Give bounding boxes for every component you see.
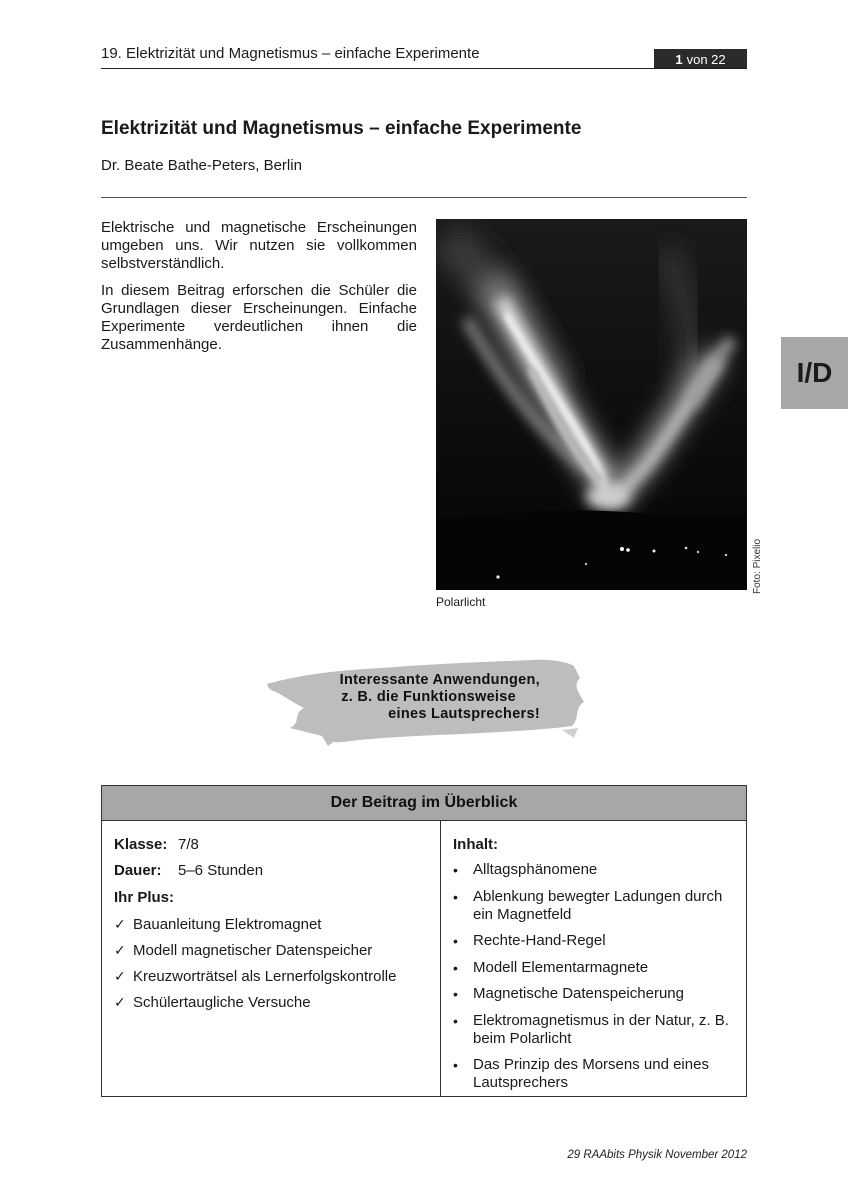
bullet-icon: • bbox=[453, 888, 458, 905]
plus-item bbox=[114, 994, 434, 1020]
inhalt-item-text: Das Prinzip des Morsens und eines Lautsprechers bbox=[473, 1056, 709, 1091]
plus-item-text: Bauanleitung Elektromagnet bbox=[133, 916, 322, 933]
plus-item-text: Modell magnetischer Datenspeicher bbox=[133, 942, 373, 959]
inhalt-item-text: Magnetische Datenspeicherung bbox=[473, 985, 684, 1002]
inhalt-item bbox=[453, 985, 738, 1003]
footer-citation: 29 RAAbits Physik November 2012 bbox=[567, 1149, 747, 1161]
title-rule bbox=[101, 197, 747, 198]
klasse-value: 7/8 bbox=[178, 836, 199, 853]
inhalt-item-text: Modell Elementarmagnete bbox=[473, 958, 649, 976]
bullet-icon: • bbox=[453, 959, 458, 976]
intro-paragraph-2: In diesem Beitrag erforschen die Schüler die Grundlagen dieser Erscheinungen. Einfache Experimente verdeutlichen ihnen die Zusammenhänge. bbox=[101, 282, 417, 353]
plus-item-text: Schülertaugliche Versuche bbox=[133, 994, 311, 1011]
bullet-icon: • bbox=[453, 933, 458, 949]
overview-heading: Der Beitrag im Überblick bbox=[102, 786, 746, 821]
checkmark-icon: ✓ bbox=[114, 942, 126, 958]
dauer-value: 5–6 Stunden bbox=[178, 862, 264, 879]
inhalt-item-text: Elektromagnetismus in der Natur, z. B. beim Polarlicht bbox=[473, 1011, 729, 1047]
intro-text bbox=[101, 219, 417, 363]
header-rule bbox=[101, 68, 747, 69]
plus-item-text: Kreuzworträtsel als Lernerfolgskontrolle bbox=[133, 968, 397, 985]
aurora-photo bbox=[436, 219, 747, 590]
inhalt-item bbox=[453, 888, 738, 924]
overview-column-divider bbox=[440, 821, 441, 1097]
checkmark-icon: ✓ bbox=[114, 994, 126, 1010]
dauer-label: Dauer: bbox=[114, 862, 162, 879]
banner-line-2: z. B. die Funktionsweise bbox=[341, 689, 516, 705]
plus-title: Ihr Plus: bbox=[114, 889, 175, 906]
overview-left-column bbox=[114, 836, 434, 1020]
overview-right-column bbox=[453, 836, 738, 1101]
checkmark-icon: ✓ bbox=[114, 968, 126, 984]
photo-caption: Polarlicht bbox=[436, 595, 486, 609]
klasse-row bbox=[114, 836, 434, 862]
plus-list bbox=[114, 916, 434, 1020]
aurora-image bbox=[436, 219, 747, 590]
page-indicator bbox=[654, 49, 747, 69]
inhalt-list bbox=[453, 861, 738, 1092]
bullet-icon: • bbox=[453, 1012, 458, 1029]
bullet-icon: • bbox=[453, 862, 458, 878]
bullet-icon: • bbox=[453, 986, 458, 1002]
inhalt-item-text: Rechte-Hand-Regel bbox=[473, 932, 606, 949]
banner-text bbox=[290, 672, 540, 723]
inhalt-title: Inhalt: bbox=[453, 836, 498, 853]
dauer-row bbox=[114, 862, 434, 888]
running-header-title: 19. Elektrizität und Magnetismus – einfache Experimente bbox=[101, 45, 480, 62]
inhalt-item bbox=[453, 1012, 738, 1048]
banner-line-1: Interessante Anwendungen, bbox=[339, 672, 540, 688]
plus-item bbox=[114, 942, 434, 968]
checkmark-icon: ✓ bbox=[114, 916, 126, 932]
inhalt-item bbox=[453, 861, 738, 879]
plus-item bbox=[114, 916, 434, 942]
inhalt-item bbox=[453, 959, 738, 977]
page-title: Elektrizität und Magnetismus – einfache Experimente bbox=[101, 118, 582, 139]
inhalt-item bbox=[453, 1056, 738, 1092]
inhalt-item-text: Alltagsphänomene bbox=[473, 861, 598, 878]
intro-paragraph-1: Elektrische und magnetische Erscheinungen umgeben uns. Wir nutzen sie vollkommen selbstverständlich. bbox=[101, 219, 417, 272]
inhalt-item-text: Ablenkung bewegter Ladungen durch ein Magnetfeld bbox=[473, 887, 723, 923]
photo-credit: Foto: Pixelio bbox=[752, 538, 763, 594]
banner-line-3: eines Lautsprechers! bbox=[388, 706, 540, 722]
section-tab: I/D bbox=[781, 337, 848, 409]
page-current: 1 bbox=[675, 51, 683, 67]
klasse-label: Klasse: bbox=[114, 836, 168, 853]
page-total: von 22 bbox=[686, 51, 726, 67]
bullet-icon: • bbox=[453, 1057, 458, 1073]
author-line: Dr. Beate Bathe-Peters, Berlin bbox=[101, 157, 302, 174]
inhalt-item bbox=[453, 932, 738, 950]
plus-item bbox=[114, 968, 434, 994]
